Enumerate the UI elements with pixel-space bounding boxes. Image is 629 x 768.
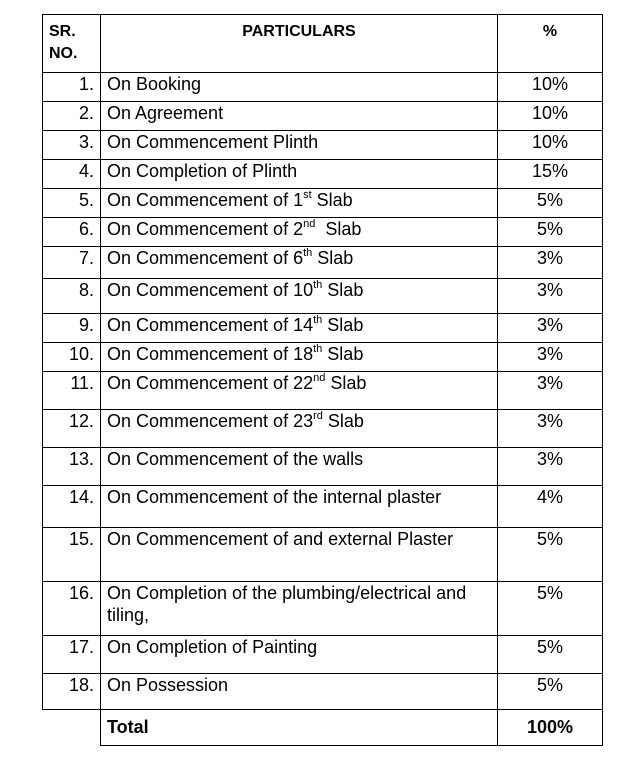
- row-percent: 3%: [498, 372, 603, 410]
- table-row: [43, 73, 603, 102]
- particulars-text: [107, 315, 363, 335]
- particulars-text-main: On Commencement of 22: [107, 373, 314, 393]
- row-percent: 3%: [498, 279, 603, 314]
- row-percent: 10%: [498, 131, 603, 160]
- particulars-text-tail: Slab: [311, 190, 353, 210]
- row-sr-no: 18.: [43, 674, 101, 710]
- header-percent: %: [498, 15, 603, 73]
- particulars-text-main: On Completion of Painting: [107, 637, 318, 657]
- row-sr-no: 17.: [43, 636, 101, 674]
- row-percent: 3%: [498, 410, 603, 448]
- ordinal-suffix: th: [313, 314, 323, 326]
- total-sr-cell: [43, 710, 101, 746]
- row-sr-no: 10.: [43, 343, 101, 372]
- particulars-text: [107, 74, 201, 94]
- particulars-text-tail: Slab: [315, 219, 362, 239]
- total-percent: 100%: [498, 710, 603, 746]
- total-label: Total: [101, 710, 498, 746]
- table-row: [43, 636, 603, 674]
- particulars-text: [107, 161, 297, 181]
- row-particulars: [101, 674, 498, 710]
- row-percent: 5%: [498, 189, 603, 218]
- particulars-text-main: On Commencement of 18: [107, 344, 314, 364]
- table-row: [43, 410, 603, 448]
- particulars-text-tail: Slab: [325, 373, 367, 393]
- particulars-text: [107, 132, 318, 152]
- ordinal-suffix: th: [313, 343, 323, 355]
- particulars-text: [107, 449, 363, 469]
- table-row: [43, 279, 603, 314]
- ordinal-suffix: th: [313, 279, 323, 291]
- row-sr-no: 5.: [43, 189, 101, 218]
- row-sr-no: 11.: [43, 372, 101, 410]
- table-row: [43, 528, 603, 582]
- row-sr-no: 1.: [43, 73, 101, 102]
- particulars-text: [107, 487, 441, 507]
- table-row: [43, 247, 603, 279]
- particulars-text-main: On Commencement of 2: [107, 219, 304, 239]
- row-percent: 4%: [498, 486, 603, 528]
- particulars-text: [107, 344, 363, 364]
- row-sr-no: 6.: [43, 218, 101, 247]
- row-sr-no: 16.: [43, 582, 101, 636]
- row-particulars: [101, 314, 498, 343]
- row-particulars: [101, 372, 498, 410]
- particulars-text-main: On Possession: [107, 675, 229, 695]
- row-sr-no: 14.: [43, 486, 101, 528]
- payment-schedule-table: [42, 14, 603, 746]
- table-row: [43, 189, 603, 218]
- table-row: [43, 582, 603, 636]
- row-particulars: [101, 189, 498, 218]
- row-sr-no: 8.: [43, 279, 101, 314]
- row-particulars: [101, 279, 498, 314]
- row-particulars: [101, 218, 498, 247]
- table-row: [43, 343, 603, 372]
- table-row: [43, 102, 603, 131]
- particulars-text: [107, 248, 353, 268]
- row-percent: 5%: [498, 218, 603, 247]
- row-percent: 3%: [498, 247, 603, 279]
- table-body: [43, 73, 603, 710]
- particulars-text: [107, 280, 363, 300]
- particulars-text: [107, 675, 228, 695]
- row-percent: 5%: [498, 528, 603, 582]
- row-particulars: [101, 410, 498, 448]
- row-percent: 10%: [498, 102, 603, 131]
- total-row: [43, 710, 603, 746]
- particulars-text: [107, 529, 453, 549]
- row-sr-no: 3.: [43, 131, 101, 160]
- particulars-text-main: On Commencement of and external Plaster: [107, 529, 454, 549]
- particulars-text-main: On Commencement of 23: [107, 411, 314, 431]
- particulars-text: [107, 637, 317, 657]
- table-row: [43, 131, 603, 160]
- row-percent: 3%: [498, 448, 603, 486]
- row-sr-no: 9.: [43, 314, 101, 343]
- ordinal-suffix: nd: [313, 372, 326, 384]
- row-particulars: [101, 247, 498, 279]
- row-particulars: [101, 486, 498, 528]
- particulars-text: [107, 583, 466, 625]
- header-sr-no: SR. NO.: [43, 15, 101, 73]
- row-particulars: [101, 528, 498, 582]
- ordinal-suffix: nd: [303, 218, 316, 230]
- particulars-text-main: On Completion of the plumbing/electrical and tiling,: [107, 583, 467, 625]
- row-sr-no: 7.: [43, 247, 101, 279]
- particulars-text-tail: Slab: [322, 280, 364, 300]
- row-particulars: [101, 448, 498, 486]
- particulars-text: [107, 219, 361, 239]
- particulars-text: [107, 190, 353, 210]
- table-row: [43, 314, 603, 343]
- row-particulars: [101, 343, 498, 372]
- particulars-text: [107, 411, 364, 431]
- particulars-text-main: On Completion of Plinth: [107, 161, 298, 181]
- particulars-text: [107, 103, 223, 123]
- particulars-text: [107, 373, 366, 393]
- row-sr-no: 4.: [43, 160, 101, 189]
- row-sr-no: 13.: [43, 448, 101, 486]
- particulars-text-tail: Slab: [322, 411, 364, 431]
- particulars-text-main: On Commencement Plinth: [107, 132, 319, 152]
- row-sr-no: 15.: [43, 528, 101, 582]
- row-percent: 10%: [498, 73, 603, 102]
- particulars-text-main: On Commencement of 14: [107, 315, 314, 335]
- row-percent: 3%: [498, 314, 603, 343]
- particulars-text-main: On Agreement: [107, 103, 224, 123]
- header-row: [43, 15, 603, 73]
- row-particulars: [101, 160, 498, 189]
- table-row: [43, 218, 603, 247]
- table-row: [43, 448, 603, 486]
- particulars-text-main: On Booking: [107, 74, 202, 94]
- row-sr-no: 2.: [43, 102, 101, 131]
- row-percent: 5%: [498, 582, 603, 636]
- table-row: [43, 160, 603, 189]
- particulars-text-main: On Commencement of 6: [107, 248, 304, 268]
- row-percent: 5%: [498, 674, 603, 710]
- row-percent: 3%: [498, 343, 603, 372]
- table-row: [43, 372, 603, 410]
- particulars-text-main: On Commencement of the walls: [107, 449, 364, 469]
- header-particulars: PARTICULARS: [101, 15, 498, 73]
- particulars-text-main: On Commencement of 10: [107, 280, 314, 300]
- row-particulars: [101, 131, 498, 160]
- table-row: [43, 486, 603, 528]
- particulars-text-main: On Commencement of 1: [107, 190, 304, 210]
- row-particulars: [101, 102, 498, 131]
- row-percent: 5%: [498, 636, 603, 674]
- particulars-text-main: On Commencement of the internal plaster: [107, 487, 442, 507]
- ordinal-suffix: st: [303, 189, 312, 201]
- row-percent: 15%: [498, 160, 603, 189]
- table-row: [43, 674, 603, 710]
- row-sr-no: 12.: [43, 410, 101, 448]
- row-particulars: [101, 582, 498, 636]
- particulars-text-tail: Slab: [322, 344, 364, 364]
- ordinal-suffix: rd: [313, 410, 323, 422]
- ordinal-suffix: th: [303, 247, 313, 259]
- row-particulars: [101, 73, 498, 102]
- row-particulars: [101, 636, 498, 674]
- particulars-text-tail: Slab: [322, 315, 364, 335]
- particulars-text-tail: Slab: [312, 248, 354, 268]
